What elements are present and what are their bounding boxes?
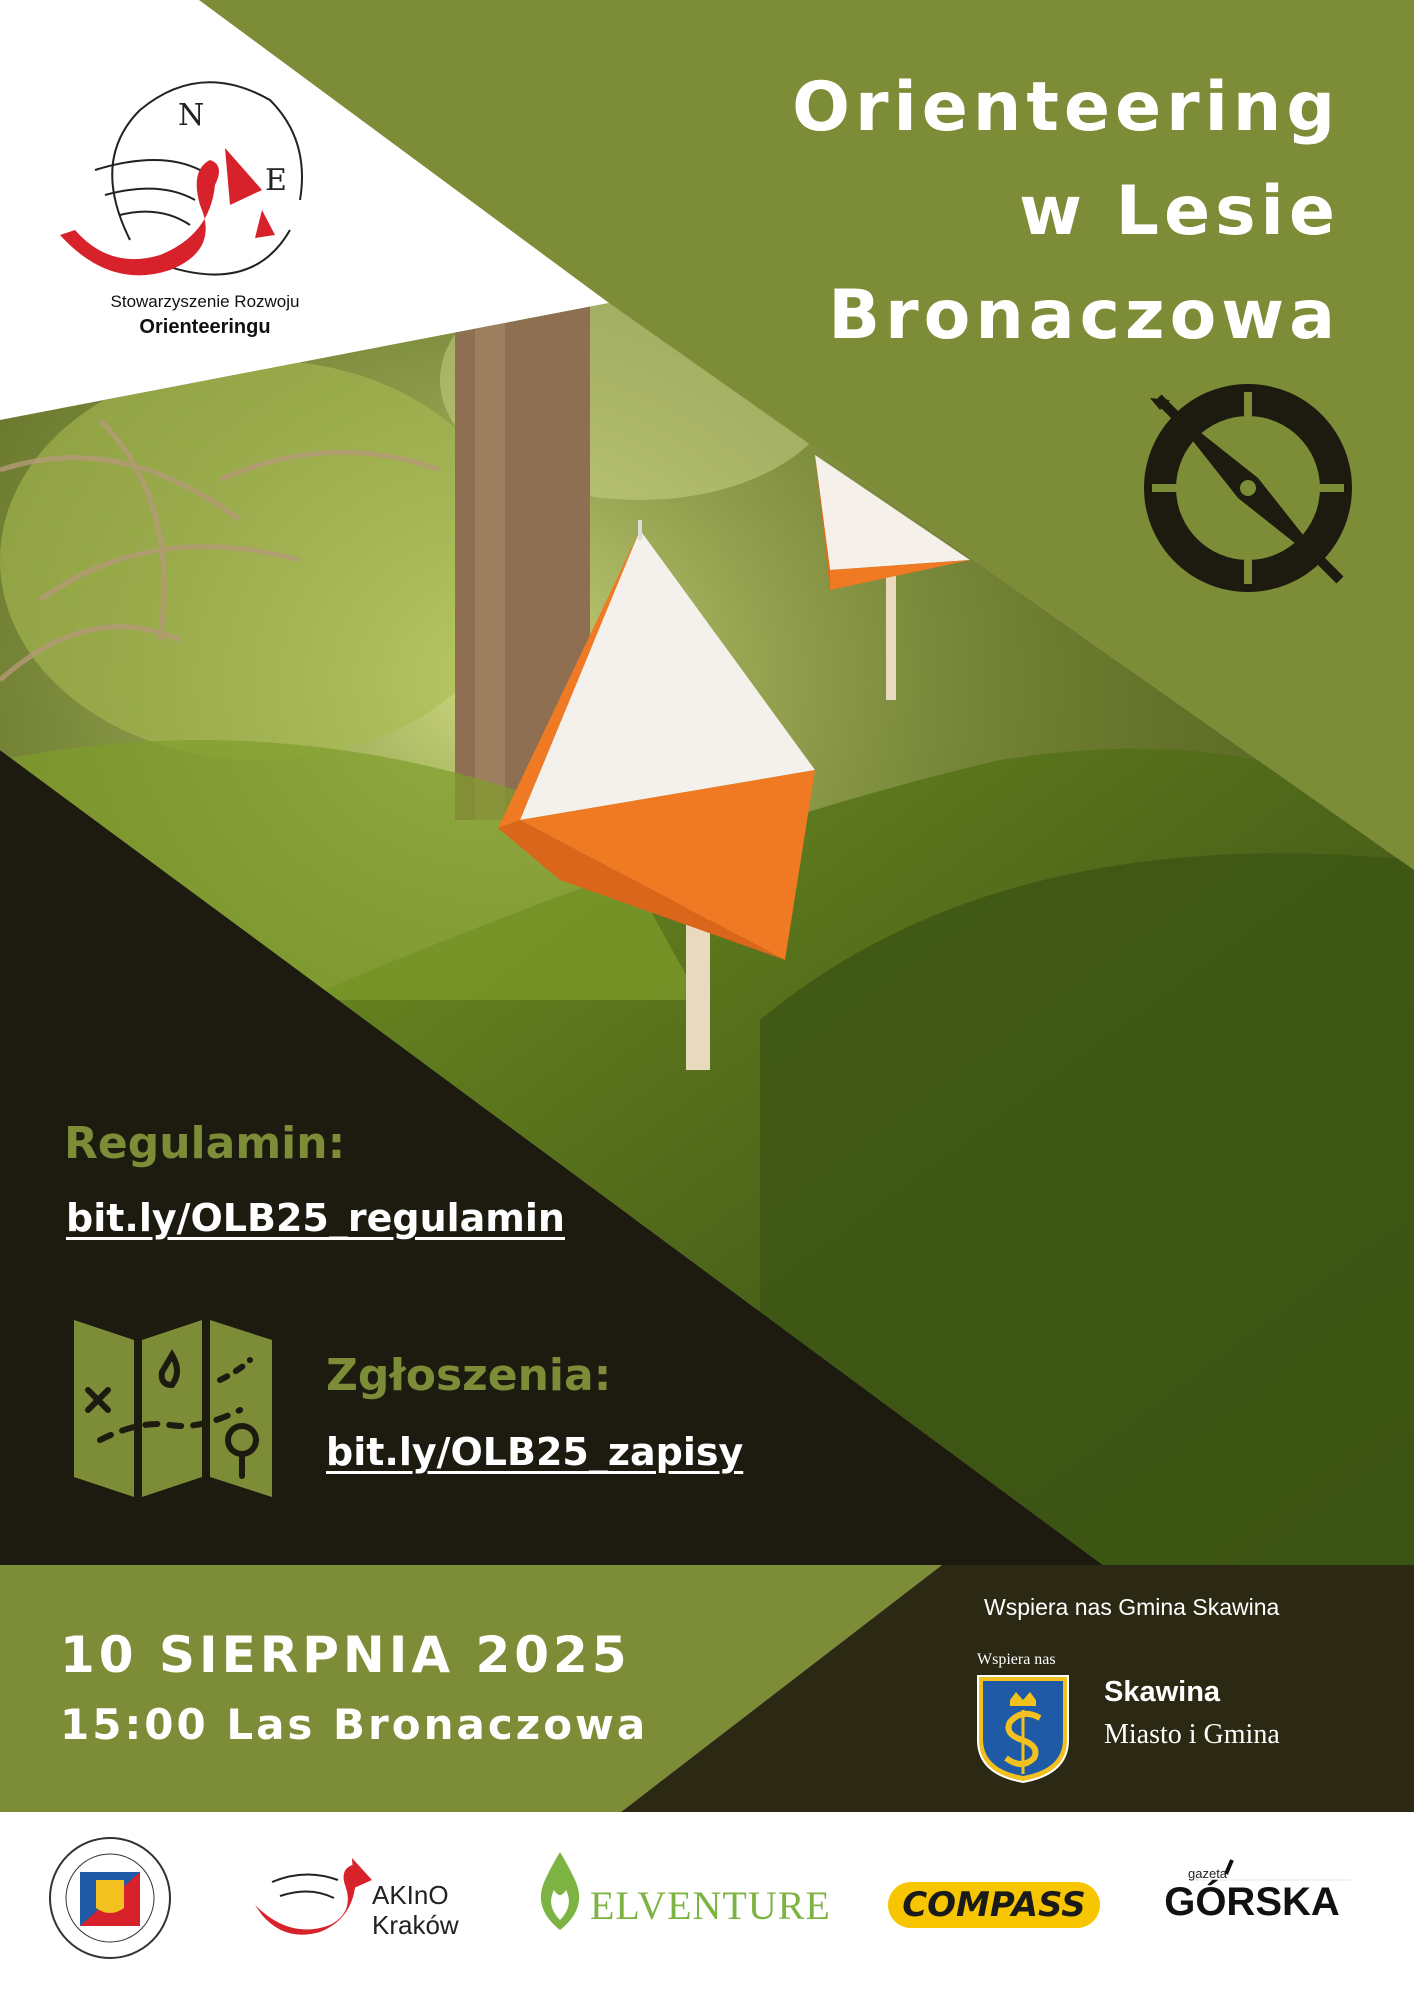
sponsor-text: Wspiera nas Gmina Skawina xyxy=(984,1594,1280,1620)
akino-logo-text xyxy=(372,1880,459,1940)
event-time-place: 15:00 Las Bronaczowa xyxy=(60,1700,649,1749)
logo-e-letter: E xyxy=(265,163,287,198)
akino-logo-icon xyxy=(255,1858,372,1935)
silesia-seal-icon xyxy=(50,1838,170,1958)
elventure-logo-text: ELVENTURE xyxy=(590,1883,831,1928)
registration-label: Zgłoszenia: xyxy=(326,1350,612,1401)
logo-n-letter: N xyxy=(178,98,205,133)
gorska-logo-small-text: gazeta xyxy=(1188,1866,1228,1881)
sponsor-badge-small: Wspiera nas xyxy=(977,1651,1056,1668)
title-line-2: w Lesie xyxy=(1019,172,1340,251)
organizer-name-line1: Stowarzyszenie Rozwoju xyxy=(110,292,300,311)
sponsor-subtitle: Miasto i Gmina xyxy=(1104,1719,1280,1750)
gorska-logo-text: GÓRSKA xyxy=(1164,1880,1340,1924)
event-date: 10 SIERPNIA 2025 xyxy=(60,1626,631,1684)
sponsor-name: Skawina xyxy=(1104,1676,1221,1708)
title-line-1: Orienteering xyxy=(792,68,1340,147)
akino-line2: Kraków xyxy=(372,1910,459,1940)
elventure-logo-icon xyxy=(541,1852,579,1930)
regulations-label: Regulamin: xyxy=(64,1118,346,1169)
regulations-link[interactable]: bit.ly/OLB25_regulamin xyxy=(66,1196,565,1240)
registration-link[interactable]: bit.ly/OLB25_zapisy xyxy=(326,1430,744,1474)
compass-logo-text: COMPASS xyxy=(902,1885,1086,1925)
akino-line1: AKInO xyxy=(372,1880,449,1910)
title-line-3: Bronaczowa xyxy=(828,276,1340,355)
organizer-name-line2: Orienteeringu xyxy=(139,316,271,338)
